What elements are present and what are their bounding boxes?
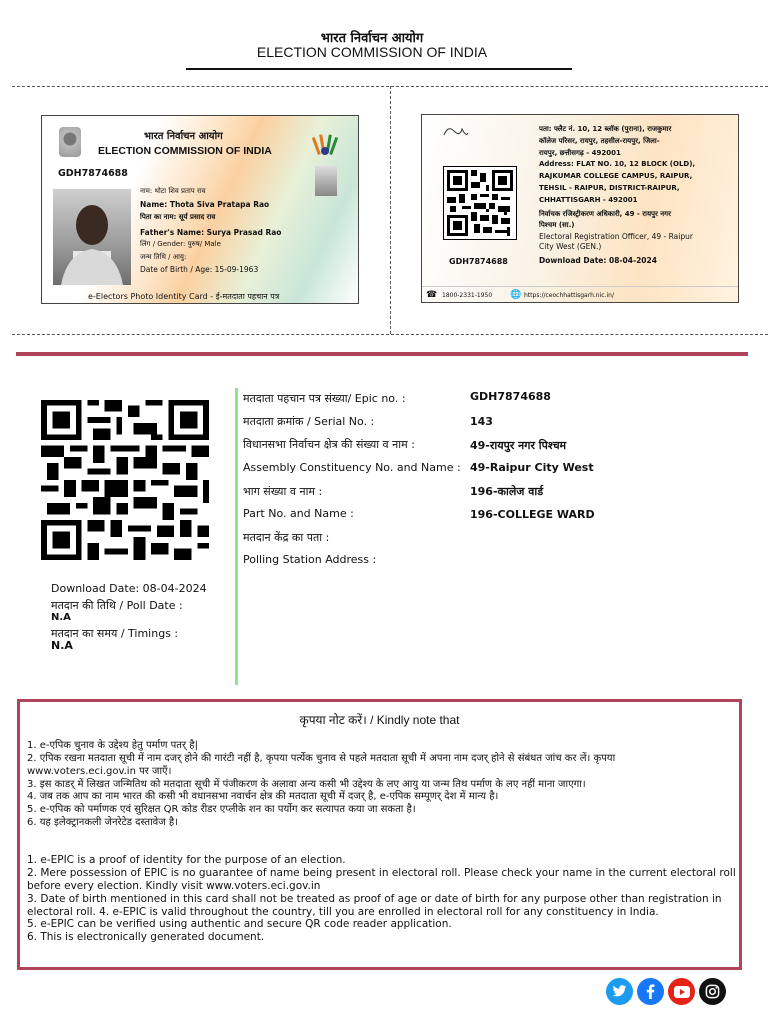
note-en-3: 3. Date of birth mentioned in this card shall not be treated as proof of age or date of birth for any purpose other than registration in xyxy=(27,893,722,905)
header-title-hindi: भारत निर्वाचन आयोग xyxy=(320,31,424,46)
download-date: Download Date: 08-04-2024 xyxy=(51,582,207,595)
section-divider xyxy=(16,352,748,356)
signature-icon xyxy=(442,123,470,141)
card-dob: Date of Birth / Age: 15-09-1963 xyxy=(140,265,259,274)
card-address-en-4: CHHATTISGARH - 492001 xyxy=(539,196,638,204)
card-ero-hindi-1: निर्वाचक रजिस्ट्रीकरण अधिकारी, 49 - रायपुर नगर xyxy=(539,210,671,218)
epic-no-value: GDH7874688 xyxy=(470,390,551,403)
note-en-2: 2. Mere possession of EPIC is no guarantee of name being present in electoral roll. Please check your name in the current electoral roll xyxy=(27,867,736,879)
note-en-5: 5. e-EPIC can be verified using authentic and secure QR code reader application. xyxy=(27,918,452,930)
globe-icon: 🌐 xyxy=(510,290,522,300)
card-back-download-date: Download Date: 08-04-2024 xyxy=(539,256,657,265)
card-ero-en-1: Electoral Registration Officer, 49 - Raipur xyxy=(539,232,693,241)
card-org-hindi: भारत निर्वाचन आयोग xyxy=(144,131,223,142)
card-helpline: 1800-2331-1950 xyxy=(442,292,493,299)
serial-no-value: 143 xyxy=(470,415,493,428)
timings-value: N.A xyxy=(51,639,73,652)
card-name: Name: Thota Siva Pratapa Rao xyxy=(140,200,270,209)
poll-date-value: N.A xyxy=(51,612,71,623)
poll-date-label: मतदान की तिथि / Poll Date : xyxy=(51,599,183,612)
card-back-epic-number: GDH7874688 xyxy=(449,257,508,266)
card-address-en-3: TEHSIL - RAIPUR, DISTRICT-RAIPUR, xyxy=(539,184,680,192)
card-ero-hindi-2: पिश्चम (सा.) xyxy=(539,221,575,229)
epic-no-label: मतदाता पहचान पत्र संख्या/ Epic no. : xyxy=(243,392,406,405)
polling-station-label: Polling Station Address : xyxy=(243,553,377,566)
youtube-icon[interactable] xyxy=(668,978,695,1005)
card-name-hindi: नाम: थोटा शिव प्रताप राव xyxy=(140,187,206,195)
note-en-2b: before every election. Kindly visit www.voters.eci.gov.in xyxy=(27,880,321,892)
card-footer: e-Electors Photo Identity Card - ई-मतदाता पहचान पत्र xyxy=(88,292,280,301)
national-emblem-icon xyxy=(59,127,81,157)
eci-logo-icon xyxy=(312,132,338,158)
note-hindi-4: 4. जब तक आप का नाम भारत की कसी भी वधानसभा नवार्चन क्षेत्र की मतदाता सूची में दजर् है, e-एपिक सम्पूणर् देश में मान्य है। xyxy=(27,791,499,802)
note-hindi-2: 2. एपिक रखना मतदाता सूची में नाम दजर् होने की गारंटी नहीं है, कृपया पर्त्येक चुनाव से पहले मतदाता सूची में अपना नाम दजर् होने से संबंधत जांच कर लें। कृपया xyxy=(27,753,616,764)
notes-box xyxy=(17,699,742,970)
polling-station-hindi-label: मतदान केंद्र का पता : xyxy=(243,531,330,544)
note-hindi-1: 1. e-एपिक चुनाव के उद्देश्य हेतु पर्माण पतर् है| xyxy=(27,740,198,751)
note-en-1: 1. e-EPIC is a proof of identity for the purpose of an election. xyxy=(27,854,346,866)
part-value: 196-COLLEGE WARD xyxy=(470,508,595,521)
card-address-en-1: Address: FLAT NO. 10, 12 BLOCK (OLD), xyxy=(539,160,696,168)
epic-card-front xyxy=(41,115,359,304)
constituency-hindi-label: विधानसभा निर्वाचन क्षेत्र की संख्या व नाम : xyxy=(243,438,415,451)
card-address-hindi-1: पता: फ्लैट नं. 10, 12 ब्लॉक (पुराना), राजकुमार xyxy=(539,125,672,133)
epic-card-back xyxy=(421,114,739,303)
cut-line-middle xyxy=(390,86,391,334)
constituency-value: 49-Raipur City West xyxy=(470,461,594,474)
card-dob-hindi: जन्म तिथि / आयु: xyxy=(140,253,187,261)
cut-line-bottom xyxy=(12,334,768,335)
note-hindi-5: 5. e-एपिक को पर्माणक एवं सुरिक्षत QR कोड रीडर एप्लीके शन का पर्योग कर सत्यापत कया जा सकता है। xyxy=(27,804,416,815)
constituency-hindi-value: 49-रायपुर नगर पिश्चम xyxy=(470,439,567,452)
card-father-hindi: पिता का नाम: सूर्य प्रसाद राव xyxy=(140,213,216,221)
card-address-hindi-2: कॉलेज परिसर, रायपुर, तहसील-रायपुर, जिला- xyxy=(539,137,660,145)
card-thumbnail-photo xyxy=(315,166,337,196)
details-separator xyxy=(235,388,238,685)
card-back-footer xyxy=(422,286,739,303)
header-title-english: ELECTION COMMISSION OF INDIA xyxy=(256,44,488,60)
phone-icon: ☎ xyxy=(426,290,438,300)
constituency-label: Assembly Constituency No. and Name : xyxy=(243,461,461,474)
note-hindi-3: 3. इस काडर् में लिखत जन्मितिथ को मतदाता सूची में पंजीकरण के अलावा अन्य कसी भी उद्देश्य के लए आयु या जन्म तिथ पर्माण के लए नहीं माना जाएगा। xyxy=(27,779,586,790)
note-en-6: 6. This is electronically generated document. xyxy=(27,931,265,943)
twitter-icon[interactable] xyxy=(606,978,633,1005)
note-hindi-2b: www.voters.eci.gov.in पर जाएँ। xyxy=(27,766,172,777)
card-website: https://ceochhattisgarh.nic.in/ xyxy=(524,292,614,299)
note-en-3b: electoral roll. 4. e-EPIC is valid throughout the country, till you are enrolled in electoral roll for any constituency in India. xyxy=(27,906,659,918)
card-org-english: ELECTION COMMISSION OF INDIA xyxy=(98,145,272,157)
part-hindi-label: भाग संख्या व नाम : xyxy=(243,485,323,498)
facebook-icon[interactable] xyxy=(637,978,664,1005)
timings-label: मतदान का समय / Timings : xyxy=(51,627,179,640)
serial-no-label: मतदाता क्रमांक / Serial No. : xyxy=(243,415,375,428)
notes-title: कृपया नोट करें। / Kindly note that xyxy=(299,713,460,727)
note-hindi-6: 6. यह इलेक्ट्रानकली जेनरेटेड दस्तावेज है। xyxy=(27,817,178,828)
header-underline xyxy=(186,68,572,70)
card-gender: लिंग / Gender: पुरुष/ Male xyxy=(140,240,221,248)
verification-qr-code xyxy=(41,400,209,560)
part-label: Part No. and Name : xyxy=(243,507,354,520)
card-address-en-2: RAJKUMAR COLLEGE CAMPUS, RAIPUR, xyxy=(539,172,693,180)
card-epic-number: GDH7874688 xyxy=(58,168,128,179)
instagram-icon[interactable] xyxy=(699,978,726,1005)
card-qr-code xyxy=(443,166,517,240)
card-ero-en-2: City West (GEN.) xyxy=(539,242,602,251)
card-voter-photo xyxy=(53,189,131,285)
part-hindi-value: 196-कालेज वार्ड xyxy=(470,485,544,498)
card-father-name: Father's Name: Surya Prasad Rao xyxy=(140,228,282,237)
card-address-hindi-3: रायपुर, छत्तीसगढ़ - 492001 xyxy=(539,149,621,157)
